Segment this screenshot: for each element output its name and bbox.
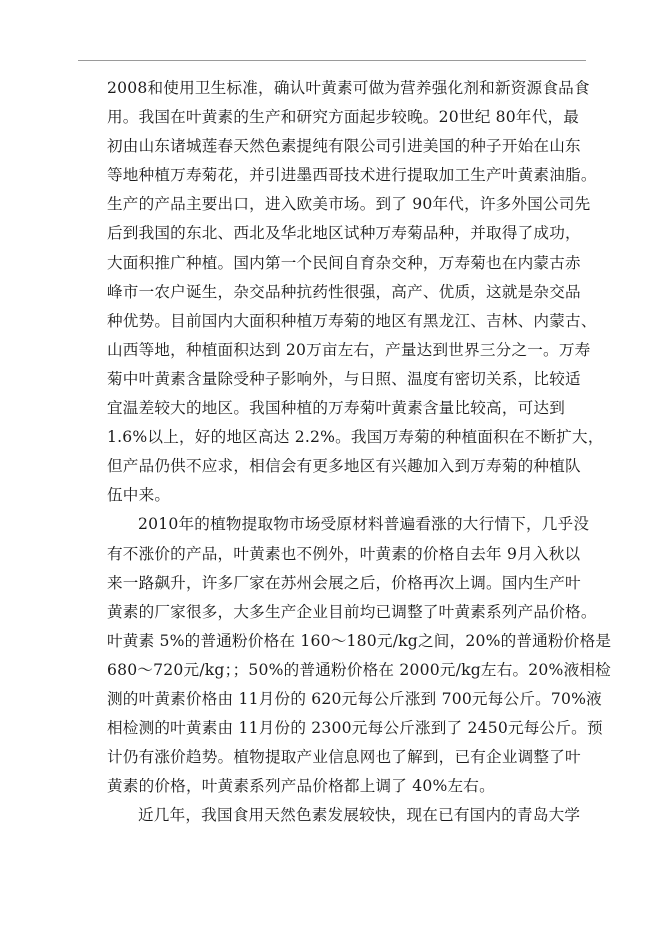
text-line: 来一路飙升，许多厂家在苏州会展之后，价格再次上调。国内生产叶 [107,573,581,592]
text-line: 生产的产品主要出口，进入欧美市场。到了 90年代，许多外国公司先 [107,195,591,214]
text-line: 相检测的叶黄素由 11月份的 2300元每公斤涨到了 2450元每公斤。预 [107,719,603,738]
text-line: 峰市一农户诞生，杂交品种抗药性很强，高产、优质，这就是杂交品 [107,282,581,301]
text-line: 近几年，我国食用天然色素发展较快，现在已有国内的青岛大学 [138,806,581,825]
text-line: 计仍有涨价趋势。植物提取产业信息网也了解到，已有企业调整了叶 [107,748,581,767]
text-line: 后到我国的东北、西北及华北地区试种万寿菊品种，并取得了成功， [107,224,581,243]
document-body [107,74,612,830]
text-line: 等地种植万寿菊花，并引进墨西哥技术进行提取加工生产叶黄素油脂。 [107,166,597,185]
text-line: 1.6%以上，好的地区高达 2.2%。我国万寿菊的种植面积在不断扩大， [107,428,604,447]
text-line: 山西等地，种植面积达到 20万亩左右，产量达到世界三分之一。万寿 [107,340,591,359]
text-line: 测的叶黄素价格由 11月份的 620元每公斤涨到 700元每公斤。70%液 [107,689,602,708]
text-line: 2010年的植物提取物市场受原材料普遍看涨的大行情下，几乎没 [138,515,590,534]
text-line: 680～720元/kg；；50%的普通粉价格在 2000元/kg左右。20%液相检 [107,660,611,679]
paragraph-2 [107,510,612,801]
text-line: 有不涨价的产品，叶黄素也不例外，叶黄素的价格自去年 9月入秋以 [107,544,581,563]
text-line: 叶黄素 5%的普通粉价格在 160～180元/kg之间，20%的普通粉价格是 [107,631,612,650]
text-line: 但产品仍供不应求，相信会有更多地区有兴趣加入到万寿菊的种植队 [107,457,581,476]
paragraph-3 [107,801,583,830]
text-line: 用。我国在叶黄素的生产和研究方面起步较晚。20世纪 80年代，最 [107,108,580,127]
paragraph-1 [107,74,604,510]
text-line: 黄素的价格，叶黄素系列产品价格都上调了 40%左右。 [107,777,495,796]
text-line: 宜温差较大的地区。我国种植的万寿菊叶黄素含量比较高，可达到 [107,399,566,418]
text-line: 黄素的厂家很多，大多生产企业目前均已调整了叶黄素系列产品价格。 [107,602,597,621]
text-line: 菊中叶黄素含量除受种子影响外，与日照、温度有密切关系，比较适 [107,369,581,388]
text-line: 种优势。目前国内大面积种植万寿菊的地区有黑龙江、吉林、内蒙古、 [107,311,597,330]
text-line: 初由山东诸城莲春天然色素提纯有限公司引进美国的种子开始在山东 [107,137,581,156]
header-rule [78,60,586,61]
text-line: 大面积推广种植。国内第一个民间自育杂交种，万寿菊也在内蒙古赤 [107,253,581,272]
text-line: 伍中来。 [107,486,171,505]
text-line: 2008和使用卫生标准，确认叶黄素可做为营养强化剂和新资源食品食 [107,79,590,97]
